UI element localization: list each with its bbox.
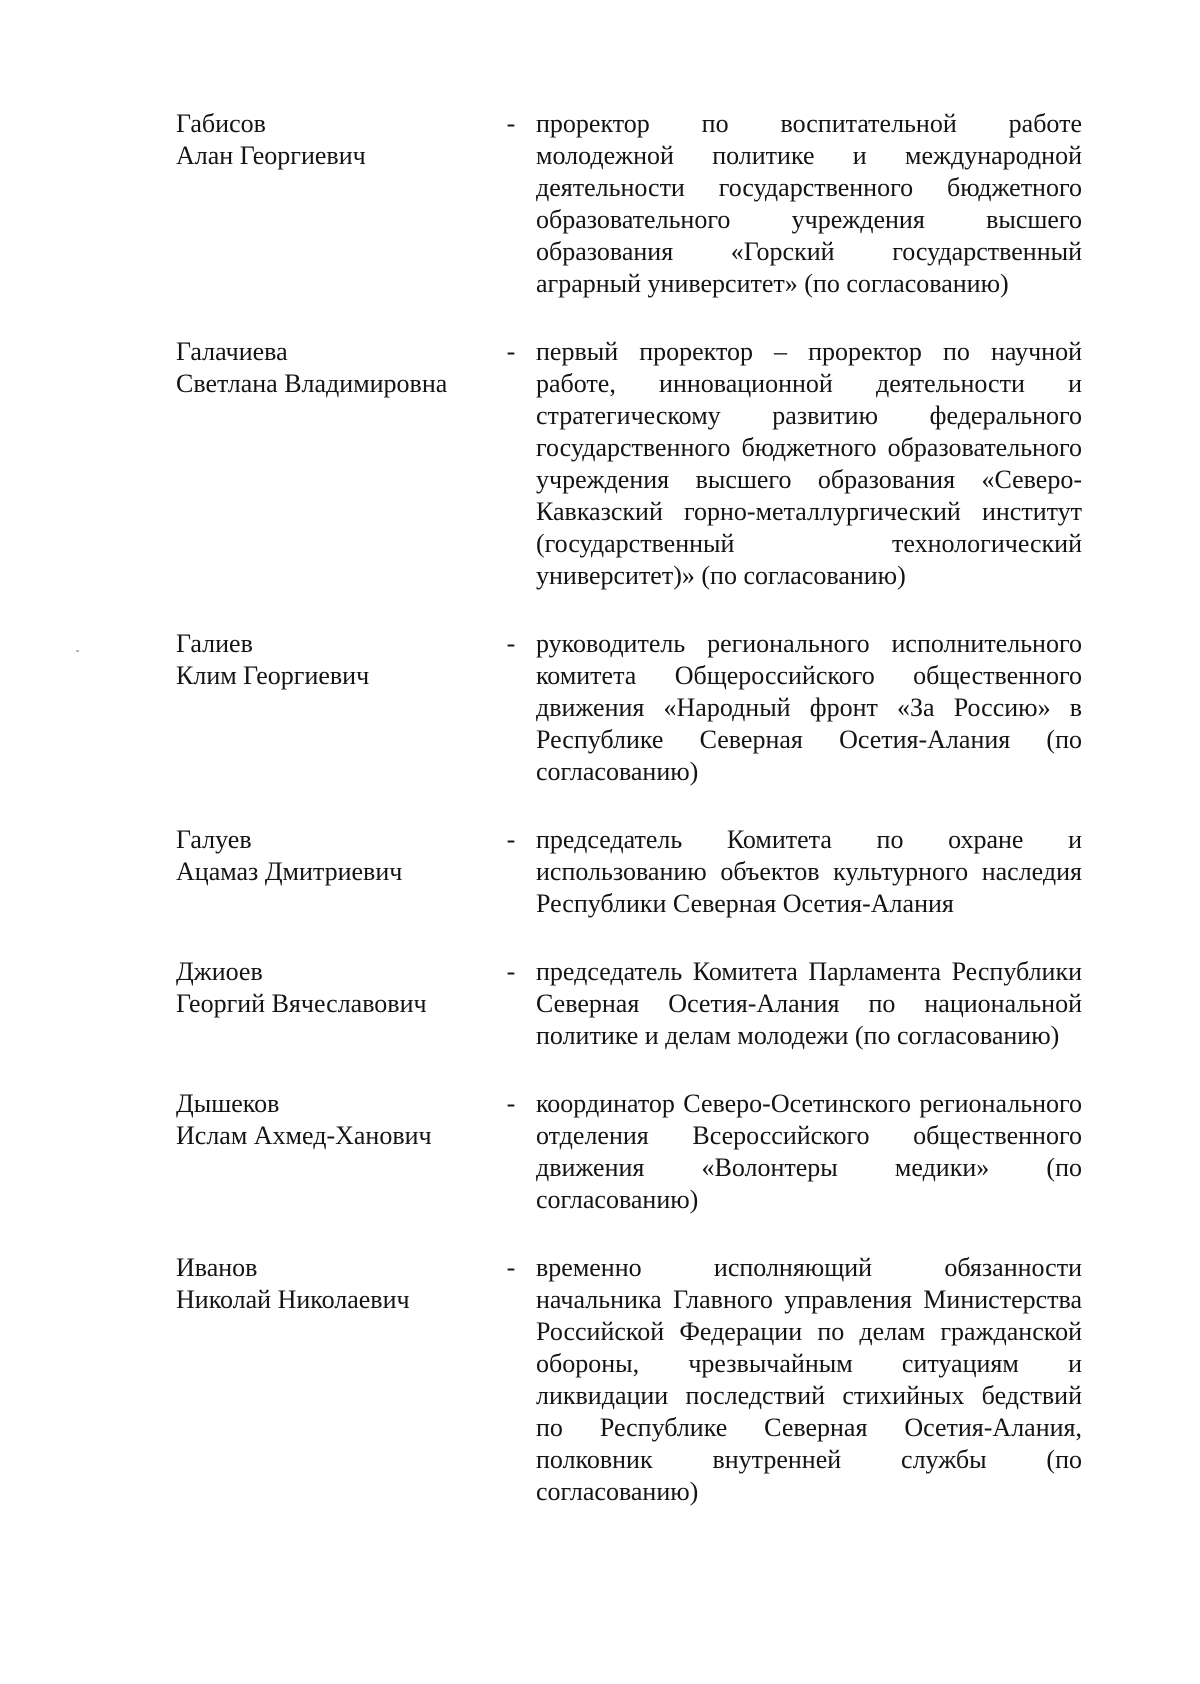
member-given-names: Ацамаз Дмитриевич (176, 857, 403, 886)
member-name (176, 824, 486, 888)
separator-dash: - (506, 825, 516, 854)
member-given-names: Светлана Владимировна (176, 369, 448, 398)
separator-dash: - (506, 1253, 516, 1282)
member-name (176, 628, 486, 692)
member-surname: Иванов (176, 1253, 258, 1282)
member-given-names: Георгий Вячеславович (176, 989, 427, 1018)
member-name (176, 336, 486, 400)
separator-dash: - (506, 337, 516, 366)
member-entry (176, 1088, 1084, 1216)
member-given-names: Николай Николаевич (176, 1285, 410, 1314)
scan-artifact (76, 650, 79, 652)
member-position: проректор по воспитательной работе молодежной политике и международной деятельности государственного бюджетного образовательного учреждения высшего образования «Горский государственный аграрный университет» (по согласованию) (536, 109, 1082, 298)
separator-dash: - (506, 109, 516, 138)
member-position: председатель Комитета по охране и использованию объектов культурного наследия Республики Северная Осетия-Алания (536, 825, 1082, 918)
member-surname: Галуев (176, 825, 252, 854)
member-entry (176, 628, 1084, 788)
member-given-names: Ислам Ахмед-Ханович (176, 1121, 432, 1150)
member-surname: Галиев (176, 629, 253, 658)
member-list (176, 108, 1084, 1544)
member-surname: Джиоев (176, 957, 263, 986)
member-entry (176, 824, 1084, 920)
member-position: руководитель регионального исполнительного комитета Общероссийского общественного движения «Народный фронт «За Россию» в Республике Северная Осетия-Алания (по согласованию) (536, 629, 1082, 786)
member-given-names: Алан Георгиевич (176, 141, 366, 170)
member-name (176, 1252, 486, 1316)
member-surname: Галачиева (176, 337, 288, 366)
member-position: координатор Северо-Осетинского регионального отделения Всероссийского общественного движения «Волонтеры медики» (по согласованию) (536, 1089, 1082, 1214)
member-given-names: Клим Георгиевич (176, 661, 370, 690)
member-name (176, 956, 486, 1020)
member-name (176, 108, 486, 172)
member-position: временно исполняющий обязанности начальника Главного управления Министерства Российской Федерации по делам гражданской обороны, чрезвычайным ситуациям и ликвидации последствий стихийных бедствий по Республике Северная Осетия-Алания, полковник внутренней службы (по согласованию) (536, 1253, 1082, 1506)
member-surname: Габисов (176, 109, 266, 138)
member-entry (176, 956, 1084, 1052)
separator-dash: - (506, 1089, 516, 1118)
member-entry (176, 108, 1084, 300)
separator-dash: - (506, 629, 516, 658)
member-position: первый проректор – проректор по научной работе, инновационной деятельности и стратегическому развитию федерального государственного бюджетного образовательного учреждения высшего образования «Северо-Кавказский горно-металлургический институт (государственный технологический университет)» (по согласованию) (536, 337, 1082, 590)
member-entry (176, 1252, 1084, 1508)
member-position: председатель Комитета Парламента Республики Северная Осетия-Алания по национальной политике и делам молодежи (по согласованию) (536, 957, 1082, 1050)
member-name (176, 1088, 486, 1152)
member-entry (176, 336, 1084, 592)
member-surname: Дышеков (176, 1089, 280, 1118)
separator-dash: - (506, 957, 516, 986)
